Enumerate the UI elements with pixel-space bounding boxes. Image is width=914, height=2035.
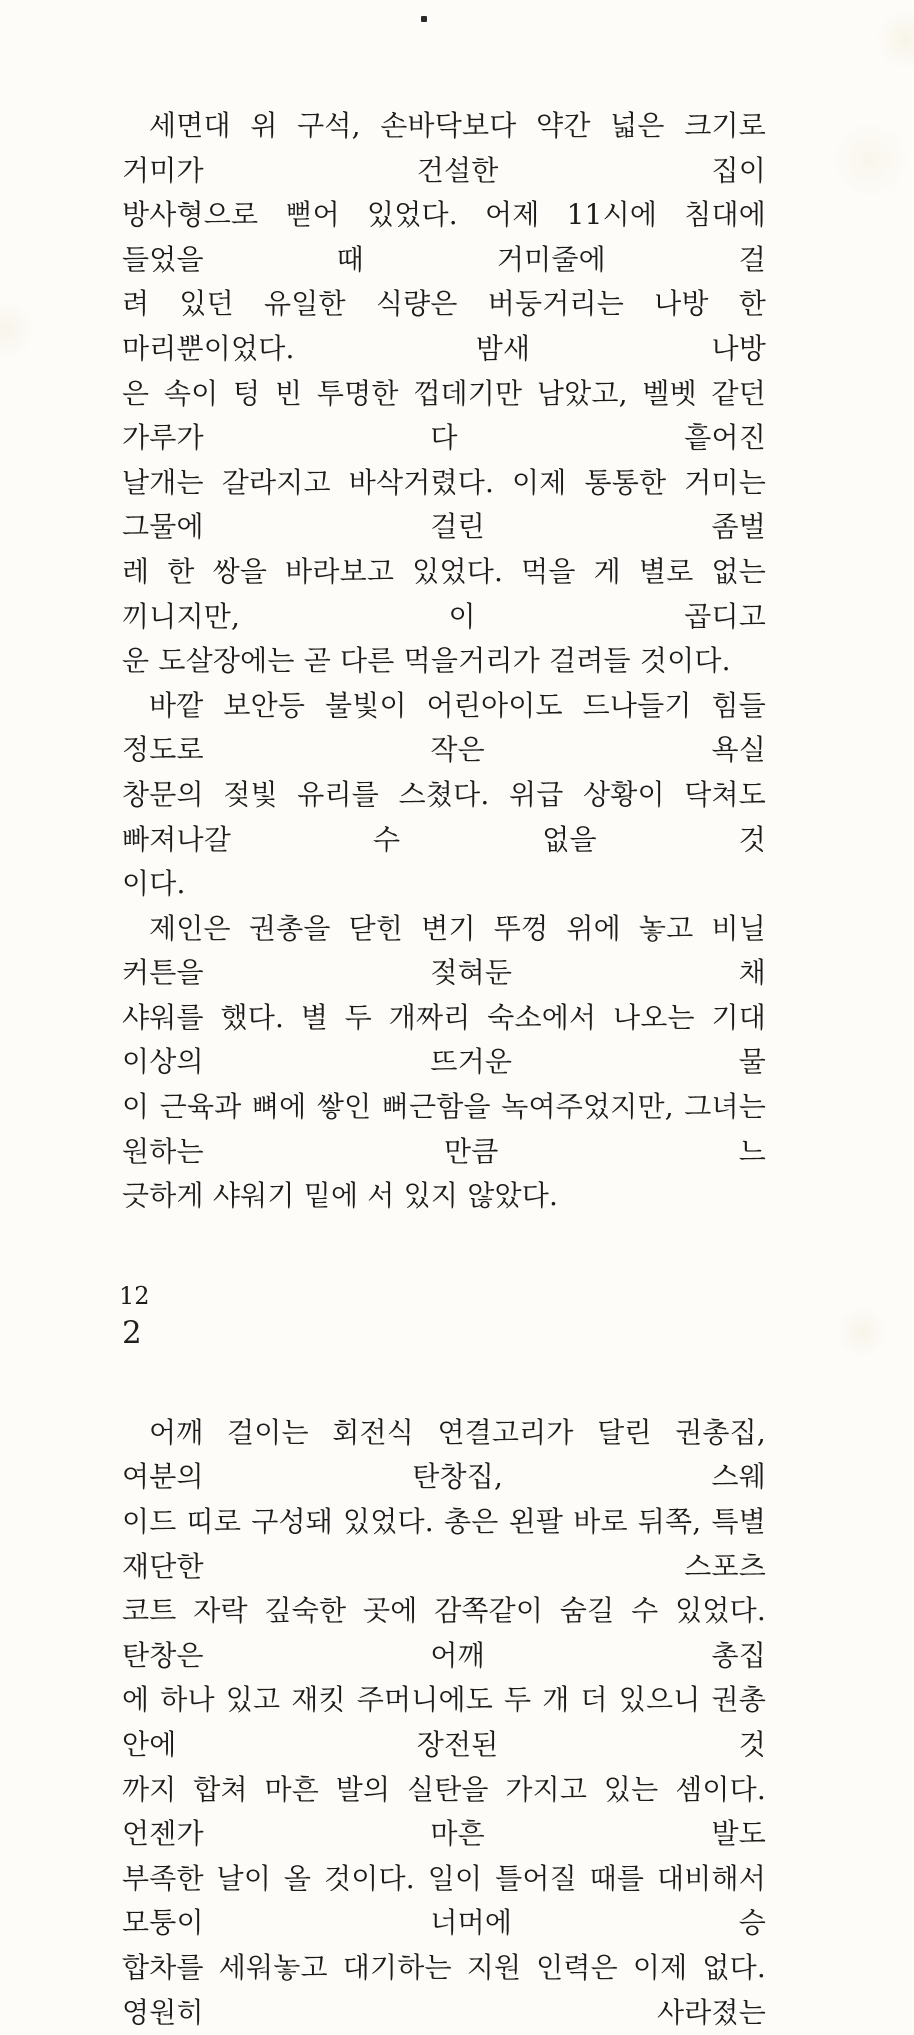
paragraph — [122, 684, 766, 907]
paragraph — [122, 1411, 766, 2035]
text-line: 세면대 위 구석, 손바닥보다 약간 넓은 크기로 거미가 건설한 집이 — [122, 109, 766, 187]
paragraph — [122, 104, 766, 684]
text-line: 이드 띠로 구성돼 있었다. 총은 왼팔 바로 뒤쪽, 특별 재단한 스포츠 — [122, 1505, 766, 1583]
text-line: 은 속이 텅 빈 투명한 껍데기만 남았고, 벨벳 같던 가루가 다 흩어진 — [122, 376, 766, 455]
scan-speck — [421, 16, 427, 22]
text-line: 에 하나 있고 재킷 주머니에도 두 개 더 있으니 권총 안에 장전된 것 — [122, 1683, 766, 1761]
text-line: 합차를 세워놓고 대기하는 지원 인력은 이제 없다. 영원히 사라졌는 — [122, 1950, 766, 2029]
text-line: 운 도살장에는 곧 다른 먹을거리가 걸려들 것이다. — [122, 644, 731, 678]
text-line: 창문의 젖빛 유리를 스쳤다. 위급 상황이 닥쳐도 빠져나갈 수 없을 것 — [122, 777, 766, 856]
text-line: 려 있던 유일한 식량은 버둥거리는 나방 한 마리뿐이었다. 밤새 나방 — [122, 287, 766, 365]
text-line: 레 한 쌍을 바라보고 있었다. 먹을 게 별로 없는 끼니지만, 이 곱디고 — [122, 554, 766, 633]
page-text — [122, 104, 766, 2035]
text-line: 바깥 보안등 불빛이 어린아이도 드나들기 힘들 정도로 작은 욕실 — [122, 688, 766, 767]
paragraph — [122, 907, 766, 1219]
section-heading: 2 — [122, 1314, 142, 1351]
text-line: 코트 자락 깊숙한 곳에 감쪽같이 숨길 수 있었다. 탄창은 어깨 총집 — [122, 1594, 766, 1672]
text-line: 샤워를 했다. 별 두 개짜리 숙소에서 나오는 기대 이상의 뜨거운 물 — [122, 1000, 766, 1079]
text-line: 이 근육과 뼈에 쌓인 뻐근함을 녹여주었지만, 그녀는 원하는 만큼 느 — [122, 1090, 766, 1168]
text-line: 부족한 날이 올 것이다. 일이 틀어질 때를 대비해서 모퉁이 너머에 승 — [122, 1861, 766, 1940]
text-line: 날개는 갈라지고 바삭거렸다. 이제 통통한 거미는 그물에 걸린 좀벌 — [122, 465, 766, 544]
text-line: 까지 합쳐 마흔 발의 실탄을 가지고 있는 셈이다. 언젠가 마흔 발도 — [122, 1772, 766, 1851]
text-line: 방사형으로 뻗어 있었다. 어제 11시에 침대에 들었을 때 거미줄에 걸 — [122, 198, 766, 276]
text-line: 이다. — [122, 867, 186, 901]
text-line: 제인은 권총을 닫힌 변기 뚜껑 위에 놓고 비닐 커튼을 젖혀둔 채 — [122, 911, 766, 990]
text-line: 긋하게 샤워기 밑에 서 있지 않았다. — [122, 1179, 559, 1213]
text-line: 어깨 걸이는 회전식 연결고리가 달린 권총집, 여분의 탄창집, 스웨 — [122, 1415, 766, 1494]
page-number: 12 — [119, 1282, 150, 1310]
